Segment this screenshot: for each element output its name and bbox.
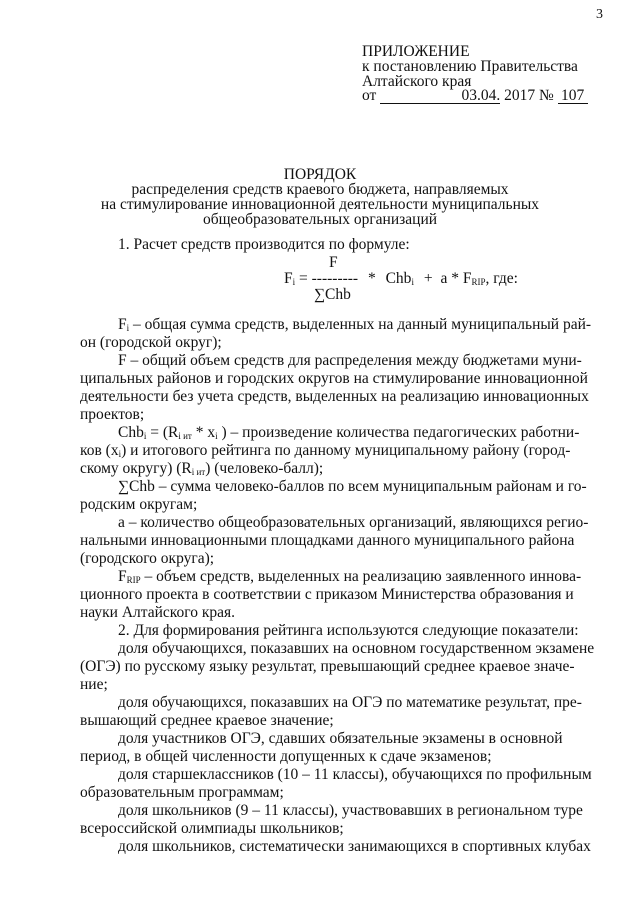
heading-line-2: на стимулирование инновационной деятельности муниципальных [100,196,540,213]
frip-sub: RIP [126,575,141,585]
text-line: доля участников ОГЭ, сдавших обязательные экзамены в основной [118,730,563,747]
formula-intro: 1. Расчет средств производится по формуле: [118,236,410,253]
heading-line-1: распределения средств краевого бюджета, направляемых [131,181,509,198]
text-line: (ОГЭ) по русскому языку результат, превышающий среднее краевое значе- [80,658,575,675]
text-line: родским округам; [80,496,198,513]
text-line: 2. Для формирования рейтинга используются следующие показатели: [118,622,579,639]
text-line: a – количество общеобразовательных организаций, являющихся регио- [118,514,589,531]
number-sign: № [538,87,554,104]
chb-line3-sub: i ит [191,467,206,477]
heading-title: ПОРЯДОК [283,166,357,183]
text-line: (городского округа); [80,550,215,567]
formula-times-1: * [367,270,376,287]
formula-plus: + [423,270,433,287]
text-line: ципальных районов и городских округов на стимулирование инновационной [80,370,588,387]
attachment-line-2: к постановлению Правительства [362,58,578,75]
formula-numerator: F [329,254,338,271]
chb-line2-sub: i [118,449,122,459]
chb-symbol: Chb [118,424,144,441]
text-line: доля обучающихся, показавших на основном государственном экзамене [118,640,595,657]
text-line: ние; [80,676,108,693]
formula-fraction-bar: = --------- [299,270,359,287]
chb-line2-text: ) и итогового рейтинга по данному муниципальному району (город- [121,442,571,459]
chb-x-sub: i [215,431,218,441]
chb-r-sub: i ит [178,431,192,441]
text-line: проектов; [80,406,145,423]
text-line: нальными инновационными площадками данного муниципального района [80,532,575,549]
date-year: 2017 [504,87,536,104]
text-line: доля школьников, систематически занимающихся в спортивных клубах [118,838,591,855]
text-line: период, в общей численности допущенных к сдаче экзаменов; [80,748,492,765]
formula-where: , где: [485,270,518,287]
formula-lhs-sub: i [292,277,296,287]
text-line: вышающий среднее краевое значение; [80,712,334,729]
formula-denominator: ∑Chb [314,286,351,303]
text-line: науки Алтайского края. [80,604,236,621]
attachment-date-line [362,88,588,104]
date-value: 03.04. [380,89,500,104]
text-line: образовательным программам; [80,784,284,801]
frip-symbol: F [118,568,127,585]
text-line: доля обучающихся, показавших на ОГЭ по математике результат, пре- [118,694,582,711]
formula-chb: Chb [385,270,412,287]
text-line: он (городской округ); [80,334,222,351]
formula-lhs: F [284,270,293,287]
date-prefix: от [362,87,377,104]
formula-frip: F [462,270,472,287]
heading-line-3: общеобразовательных организаций [202,211,438,228]
fi-sub: i [126,323,130,333]
text-line: доля старшеклассников (10 – 11 классы), обучающихся по профильным [118,766,592,783]
chb-r-open: = (R [146,424,179,441]
chb-times-x: * x [191,424,216,441]
formula-chb-sub: i [411,277,414,287]
frip-definition-text: – объем средств, выделенных на реализацию заявленного иннова- [140,568,582,585]
text-line: доля школьников (9 – 11 классы), участвовавших в региональном туре [118,802,583,819]
formula-times-2: * [451,270,459,287]
page-number: 3 [596,7,603,22]
text-line: F – общий объем средств для распределения между бюджетами муни- [118,352,582,369]
fi-symbol: F [118,316,127,333]
formula-a: a [440,270,448,287]
chb-line3-text: ) (человеко-балл); [205,460,324,477]
fi-definition-text: – общая сумма средств, выделенных на данный муниципальный рай- [129,316,592,333]
chb-definition-text: ) – произведение количества педагогических работни- [217,424,580,441]
text-line: ∑Chb – сумма человеко-баллов по всем муниципальным районам и го- [118,478,587,495]
resolution-number: 107 [558,89,588,104]
text-line: деятельности без учета средств, выделенных на реализацию инновационных [80,388,589,405]
chb-line3-start: скому округу) (R [80,460,192,477]
text-line: ционного проекта в соответствии с приказом Министерства образования и [80,586,574,603]
attachment-title: ПРИЛОЖЕНИЕ [362,43,470,60]
chb-line2-start: ков (x [80,442,119,459]
text-line: всероссийской олимпиады школьников; [80,820,344,837]
formula-frip-sub: RIP [471,277,486,287]
attachment-line-3: Алтайского края [362,73,472,90]
chb-sub: i [143,431,147,441]
